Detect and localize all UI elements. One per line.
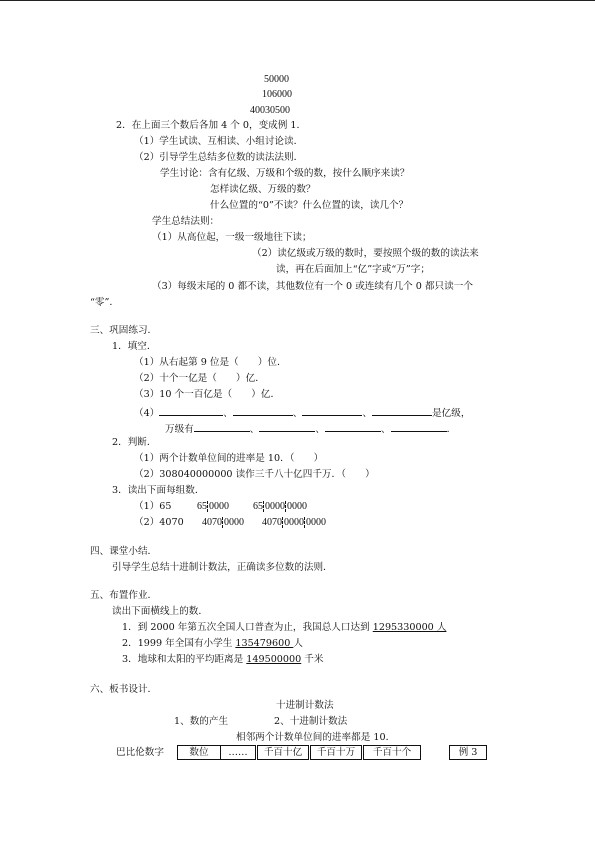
read-row2-label: （2）4070: [134, 517, 184, 528]
board-cell-wan: 千百十万: [310, 745, 362, 760]
period: ．: [446, 424, 457, 435]
board-cell-ellipsis: ……: [220, 745, 256, 760]
digits: 0000: [209, 501, 229, 512]
homework-intro: 读出下面横线上的数．: [112, 606, 208, 617]
answer-blank[interactable]: [259, 421, 315, 432]
digits: 0000: [224, 517, 244, 528]
separator: 、: [292, 408, 303, 419]
board-cell-digit: 数位: [177, 745, 221, 760]
fill4-prefix: （4）: [134, 408, 160, 419]
homework-item2: [122, 638, 303, 650]
number-106000: 106000: [262, 89, 292, 100]
hw-unit: 人: [293, 638, 303, 649]
read-title: 3．读出下面每组数．: [112, 485, 205, 496]
board-cell-yi: 千百十亿: [257, 745, 309, 760]
step2-item1: （1）学生试读、互相读、小组讨论读．: [134, 136, 304, 147]
number-50000: 50000: [264, 74, 289, 85]
hw-text: 3．地球和太阳的平均距离是: [122, 654, 247, 665]
board-rate: 相邻两个计数单位间的进率都是 10．: [236, 732, 396, 743]
digits: 4070: [262, 517, 282, 528]
fill-item2: （2）十个一亿是（ ）亿．: [134, 373, 265, 384]
rule2-line2: 读，再在后面加上“亿”字或“万”字；: [276, 264, 430, 275]
answer-blank[interactable]: [302, 405, 362, 416]
homework-item1: [122, 622, 446, 634]
section4-text: 引导学生总结十进制计数法，正确读多位数的法则．: [112, 562, 333, 573]
read-row2-group3: [262, 517, 326, 529]
rule2-line1: （2）读亿级或万级的数时，要按照个级的数的读法来: [252, 248, 479, 259]
fill-item4-line2: [165, 421, 456, 436]
answer-blank[interactable]: [325, 421, 381, 432]
summary-heading: 学生总结法则：: [152, 216, 220, 227]
answer-blank[interactable]: [194, 421, 250, 432]
separator: 、: [362, 408, 373, 419]
section3-title: 三、巩固练习．: [90, 325, 158, 336]
board-left: 1、数的产生: [174, 716, 229, 727]
fill-title: 1．填空．: [112, 341, 157, 352]
section4-title: 四、课堂小结．: [90, 546, 158, 557]
top-rule: [0, 0, 595, 1]
digits: 0000: [306, 517, 326, 528]
read-row1-group3: [253, 501, 307, 513]
board-title: 十进制计数法: [276, 700, 334, 711]
discuss-line3: 什么位置的“0”不读？什么位置的读，读几个？: [210, 200, 409, 211]
answer-blank[interactable]: [372, 405, 432, 416]
homework-item3: [122, 654, 323, 666]
hw-number: 135479600: [235, 638, 294, 649]
digits: 0000: [287, 501, 307, 512]
discuss-line1: 学生讨论：含有亿级、万级和个级的数，按什么顺序来读？: [160, 168, 410, 179]
separator: 、: [315, 424, 325, 435]
hw-number: 149500000: [246, 654, 302, 665]
section6-title: 六、板书设计．: [90, 684, 158, 695]
read-row1-label: （1）65: [134, 501, 172, 512]
hw-text: 1．到 2000 年第五次全国人口普查为止，我国总人口达到: [122, 622, 373, 633]
read-row1-group2: [197, 501, 229, 513]
separator: 、: [249, 424, 260, 435]
hw-unit: 千米: [301, 654, 324, 665]
answer-blank[interactable]: [391, 421, 447, 432]
digits: 4070: [202, 517, 222, 528]
step2-item2: （2）引导学生总结多位数的读法法则．: [134, 152, 304, 163]
board-example: 例 3: [449, 745, 487, 760]
discuss-line2: 怎样读亿级、万级的数？: [210, 184, 316, 195]
separator: 、: [223, 408, 233, 419]
fill4b-prefix: 万级有: [165, 424, 194, 435]
judge-item2: （2）308040000000 读作三千八十亿四千万．（ ）: [134, 469, 375, 480]
digits: 65: [197, 501, 207, 512]
board-cell-ge: 千百十个: [363, 745, 421, 760]
rule1: （1）从高位起，一级一级地往下读；: [152, 232, 312, 243]
fill-item4: [134, 405, 470, 420]
judge-title: 2．判断．: [112, 437, 157, 448]
hw-number: 1295330000 人: [372, 622, 447, 633]
fill4-suffix: 是亿级，: [432, 408, 471, 419]
step2-title: 2．在上面三个数后各加 4 个 0，变成例 1．: [116, 120, 307, 131]
judge-item1: （1）两个计数单位间的进率是 10．（ ）: [134, 453, 324, 464]
fill-item1: （1）从右起第 9 位是（ ）位．: [134, 357, 287, 368]
section5-title: 五、布置作业．: [90, 590, 158, 601]
digits: 0000: [284, 517, 304, 528]
board-label: 巴比伦数字: [116, 747, 164, 758]
digits: 0000: [265, 501, 285, 512]
rule3-line1: （3）每级末尾的 0 都不读，其他数位有一个 0 或连续有几个 0 都只读一个: [152, 281, 473, 292]
board-right: 2、十进制计数法: [274, 716, 348, 727]
answer-blank[interactable]: [233, 405, 293, 416]
digits: 65: [253, 501, 263, 512]
hw-text: 2．1999 年全国有小学生: [122, 638, 236, 649]
read-row2-group2: [202, 517, 244, 529]
rule3-line2: “零”．: [90, 297, 119, 308]
fill-item3: （3）10 个一百亿是（ ）亿．: [134, 389, 281, 400]
answer-blank[interactable]: [159, 405, 223, 416]
separator: 、: [380, 424, 391, 435]
number-40030500: 40030500: [250, 105, 290, 116]
